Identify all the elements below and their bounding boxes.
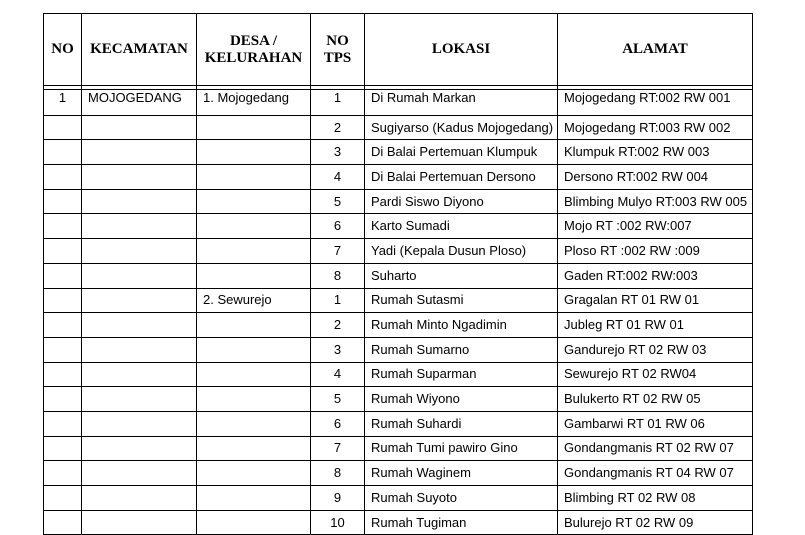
cell-lokasi: Rumah Sutasmi [365,288,558,313]
cell-tps: 7 [311,436,365,461]
cell-lokasi: Suharto [365,263,558,288]
cell-no [44,189,82,214]
cell-alamat: Bulukerto RT 02 RW 05 [558,387,753,412]
cell-tps: 6 [311,214,365,239]
cell-tps: 6 [311,411,365,436]
table-body [44,86,753,535]
cell-alamat: Dersono RT:002 RW 004 [558,165,753,190]
cell-kecamatan [82,461,197,486]
cell-desa [197,510,311,535]
cell-kecamatan [82,313,197,338]
cell-lokasi: Rumah Tumi pawiro Gino [365,436,558,461]
cell-no [44,436,82,461]
cell-kecamatan [82,486,197,511]
table-row [44,411,753,436]
cell-kecamatan [82,288,197,313]
table-row [44,313,753,338]
cell-kecamatan [82,436,197,461]
cell-desa [197,486,311,511]
cell-tps: 10 [311,510,365,535]
cell-no [44,313,82,338]
cell-tps: 8 [311,263,365,288]
cell-lokasi: Rumah Sumarno [365,337,558,362]
cell-tps: 2 [311,115,365,140]
cell-desa [197,461,311,486]
cell-kecamatan [82,115,197,140]
cell-kecamatan [82,140,197,165]
cell-desa [197,337,311,362]
header-tps-line1: NO [326,32,349,49]
cell-alamat: Blimbing Mulyo RT:003 RW 005 [558,189,753,214]
cell-lokasi: Rumah Waginem [365,461,558,486]
cell-alamat: Mojo RT :002 RW:007 [558,214,753,239]
table-row [44,263,753,288]
cell-lokasi: Rumah Tugiman [365,510,558,535]
cell-kecamatan [82,165,197,190]
cell-desa: 1. Mojogedang [197,90,311,116]
cell-desa [197,115,311,140]
cell-alamat: Ploso RT :002 RW :009 [558,239,753,264]
table-row [44,165,753,190]
cell-alamat: Sewurejo RT 02 RW04 [558,362,753,387]
cell-kecamatan [82,411,197,436]
cell-lokasi: Rumah Wiyono [365,387,558,412]
cell-lokasi: Rumah Minto Ngadimin [365,313,558,338]
cell-desa [197,165,311,190]
cell-desa [197,362,311,387]
cell-desa: 2. Sewurejo [197,288,311,313]
tps-location-table [43,13,753,535]
cell-desa [197,313,311,338]
cell-no [44,486,82,511]
cell-kecamatan [82,189,197,214]
cell-lokasi: Sugiyarso (Kadus Mojogedang) [365,115,558,140]
cell-alamat: Gambarwi RT 01 RW 06 [558,411,753,436]
cell-no [44,214,82,239]
cell-desa [197,140,311,165]
cell-no [44,140,82,165]
cell-tps: 2 [311,313,365,338]
cell-tps: 9 [311,486,365,511]
header-alamat: ALAMAT [558,14,753,86]
cell-no [44,510,82,535]
table-row [44,288,753,313]
cell-desa [197,436,311,461]
cell-kecamatan [82,337,197,362]
header-lokasi: LOKASI [365,14,558,86]
cell-lokasi: Pardi Siswo Diyono [365,189,558,214]
header-desa-line2: KELURAHAN [204,49,303,66]
table-row [44,189,753,214]
header-row [44,14,753,86]
cell-tps: 5 [311,189,365,214]
cell-lokasi: Di Balai Pertemuan Dersono [365,165,558,190]
header-desa-line1: DESA / [229,32,278,49]
table-row [44,90,753,116]
cell-no [44,165,82,190]
table-row [44,510,753,535]
cell-tps: 8 [311,461,365,486]
header-no: NO [44,14,82,86]
cell-no [44,387,82,412]
cell-tps: 5 [311,387,365,412]
cell-alamat: Gandurejo RT 02 RW 03 [558,337,753,362]
header-tps-line2: TPS [323,49,352,66]
header-kecamatan: KECAMATAN [82,14,197,86]
cell-no [44,337,82,362]
cell-no [44,288,82,313]
cell-lokasi: Karto Sumadi [365,214,558,239]
cell-lokasi: Rumah Suyoto [365,486,558,511]
cell-kecamatan [82,387,197,412]
cell-lokasi: Di Balai Pertemuan Klumpuk [365,140,558,165]
cell-lokasi: Yadi (Kepala Dusun Ploso) [365,239,558,264]
cell-kecamatan: MOJOGEDANG [82,90,197,116]
cell-tps: 3 [311,337,365,362]
cell-kecamatan [82,510,197,535]
cell-desa [197,387,311,412]
cell-tps: 7 [311,239,365,264]
cell-tps: 1 [311,90,365,116]
header-desa [197,14,311,86]
cell-kecamatan [82,362,197,387]
cell-alamat: Bulurejo RT 02 RW 09 [558,510,753,535]
cell-desa [197,189,311,214]
cell-alamat: Mojogedang RT:003 RW 002 [558,115,753,140]
cell-kecamatan [82,214,197,239]
table-row [44,436,753,461]
table-row [44,486,753,511]
cell-no [44,461,82,486]
cell-alamat: Blimbing RT 02 RW 08 [558,486,753,511]
cell-lokasi: Rumah Suparman [365,362,558,387]
table-row [44,461,753,486]
cell-desa [197,411,311,436]
cell-alamat: Gondangmanis RT 04 RW 07 [558,461,753,486]
cell-tps: 1 [311,288,365,313]
cell-desa [197,263,311,288]
cell-desa [197,214,311,239]
cell-tps: 4 [311,362,365,387]
cell-no [44,263,82,288]
cell-no [44,239,82,264]
table-row [44,362,753,387]
table-row [44,337,753,362]
cell-tps: 4 [311,165,365,190]
cell-no [44,411,82,436]
cell-alamat: Klumpuk RT:002 RW 003 [558,140,753,165]
header-tps [311,14,365,86]
cell-no: 1 [44,90,82,116]
cell-kecamatan [82,263,197,288]
cell-lokasi: Di Rumah Markan [365,90,558,116]
table-row [44,214,753,239]
table-row [44,239,753,264]
cell-alamat: Gondangmanis RT 02 RW 07 [558,436,753,461]
cell-desa [197,239,311,264]
cell-no [44,362,82,387]
cell-alamat: Gragalan RT 01 RW 01 [558,288,753,313]
cell-kecamatan [82,239,197,264]
cell-tps: 3 [311,140,365,165]
table-row [44,115,753,140]
cell-alamat: Gaden RT:002 RW:003 [558,263,753,288]
table-row [44,387,753,412]
table-row [44,140,753,165]
cell-alamat: Mojogedang RT:002 RW 001 [558,90,753,116]
cell-lokasi: Rumah Suhardi [365,411,558,436]
cell-no [44,115,82,140]
cell-alamat: Jubleg RT 01 RW 01 [558,313,753,338]
